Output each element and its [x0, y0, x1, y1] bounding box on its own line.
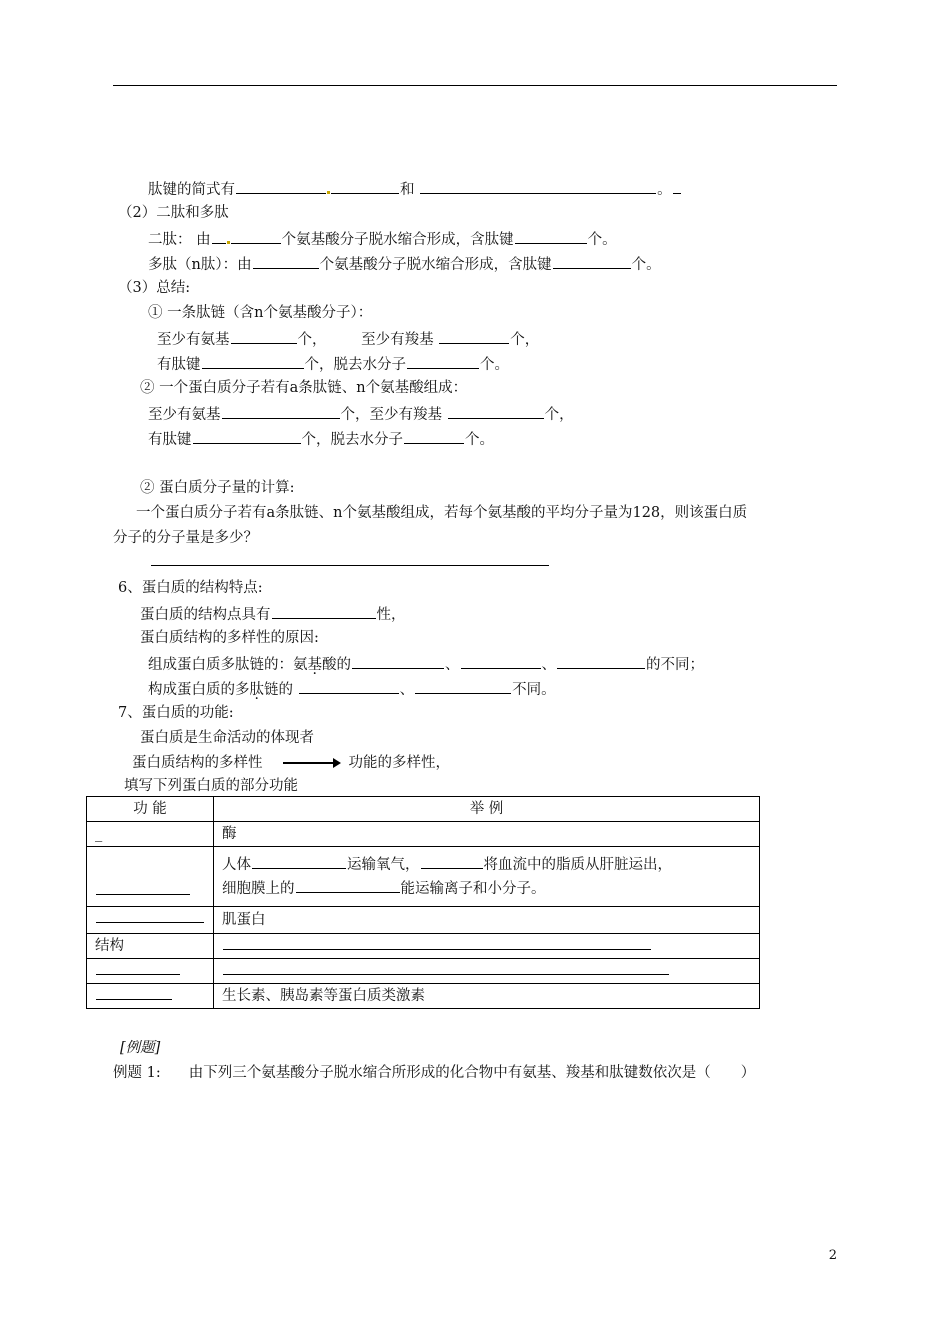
- summary-1-line-b: 有肽键 个，脱去水分子 个。: [157, 353, 509, 375]
- summary-2-line-a: 至少有氨基 个，至少有羧基 个，: [148, 403, 574, 425]
- summary-1-heading: ① 一条肽链（含n个氨基酸分子）：: [148, 305, 373, 321]
- summary-2-line-b: 有肽键 个，脱去水分子 个。: [148, 428, 494, 450]
- table-row: _ 酶: [87, 822, 760, 847]
- polypeptide-line: 多肽（n肽）：由 个氨基酸分子脱水缩合形成，含肽键 个。: [148, 253, 661, 275]
- summary-2-heading: ② 一个蛋白质分子若有a条肽链、n个氨基酸组成：: [140, 380, 468, 396]
- table-row: 结构: [87, 934, 760, 959]
- function-table: [86, 796, 760, 1009]
- example-1: 例题 1: 由下列三个氨基酸分子脱水缩合所形成的化合物中有氨基、羧基和肽键数依次是（ ）: [113, 1065, 756, 1081]
- summary-3-heading: ② 蛋白质分子量的计算:: [140, 480, 295, 496]
- diversity-reason-1: 组成蛋白质多肽链的：氨基酸的 、 、 的不同；: [148, 653, 704, 675]
- peptide-bond-formula: 肽键的简式有 和 。: [148, 178, 682, 200]
- table-row: 肌蛋白: [87, 907, 760, 934]
- example-heading: [例题]: [120, 1040, 161, 1056]
- page-number: 2: [828, 1248, 837, 1263]
- structure-feature-line: 蛋白质的结构点具有 性，: [140, 603, 406, 625]
- section-6-heading: 6、蛋白质的结构特点:: [118, 580, 263, 596]
- section-2-heading: （2）二肽和多肽: [118, 205, 229, 221]
- dipeptide-line: 二肽： 由 个氨基酸分子脱水缩合形成，含肽键 个。: [148, 228, 617, 250]
- right-arrow-icon: [283, 762, 339, 764]
- diversity-reason-2: 构成蛋白质的多肽链的 、 不同。: [148, 678, 556, 700]
- summary-1-line-a: 至少有氨基 个， 至少有羧基 个，: [157, 328, 539, 350]
- table-row: [87, 959, 760, 984]
- answer-blank: [150, 550, 550, 572]
- diversity-reason-heading: 蛋白质结构的多样性的原因:: [140, 630, 319, 646]
- header-rule: [113, 85, 837, 86]
- function-statement: 蛋白质是生命活动的体现者: [140, 730, 314, 746]
- table-header-row: 功 能 举 例: [87, 797, 760, 822]
- table-instruction: 填写下列蛋白质的部分功能: [124, 778, 298, 794]
- table-row: 人体 运输氧气， 将血流中的脂质从肝脏运出， 细胞膜上的 能运输离子和小分子。: [87, 847, 760, 907]
- section-3-heading: （3）总结:: [118, 280, 191, 296]
- diversity-arrow-line: 蛋白质结构的多样性 功能的多样性，: [132, 755, 450, 771]
- question-line-2: 分子的分子量是多少？: [113, 530, 258, 546]
- section-7-heading: 7、蛋白质的功能:: [118, 705, 234, 721]
- table-row: 生长素、胰岛素等蛋白质类激素: [87, 984, 760, 1009]
- question-line-1: 一个蛋白质分子若有a条肽链、n个氨基酸组成，若每个氨基酸的平均分子量为128，则该蛋白质: [136, 505, 748, 521]
